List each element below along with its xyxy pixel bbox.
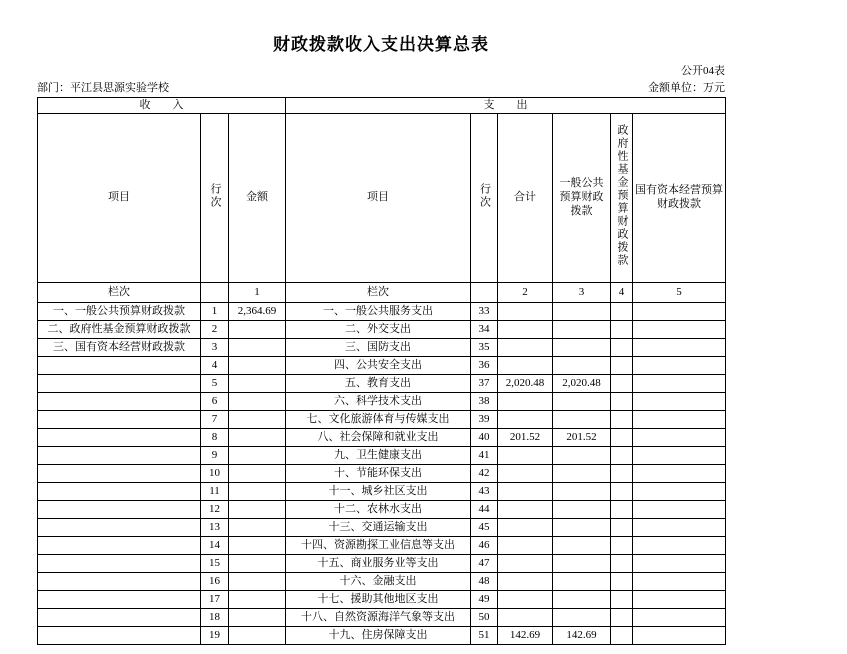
cell-expense-gov-fund-budget xyxy=(611,447,633,465)
cell-income-row-no: 11 xyxy=(201,483,229,501)
cell-expense-total xyxy=(498,609,553,627)
cell-expense-total xyxy=(498,483,553,501)
cell-income-row-no: 17 xyxy=(201,591,229,609)
cell-income-item xyxy=(38,591,201,609)
table-row xyxy=(38,465,726,483)
cell-expense-state-capital-budget xyxy=(633,303,726,321)
section-header-row xyxy=(38,98,726,114)
cell-expense-general-budget xyxy=(553,303,611,321)
cell-expense-total xyxy=(498,573,553,591)
cell-income-item: 一、一般公共预算财政拨款 xyxy=(38,303,201,321)
cell-expense-total xyxy=(498,339,553,357)
cell-expense-row-no: 33 xyxy=(471,303,498,321)
cell-expense-row-no: 46 xyxy=(471,537,498,555)
cell-expense-general-budget: 142.69 xyxy=(553,627,611,645)
table-row xyxy=(38,303,726,321)
header-income-amount: 金额 xyxy=(229,114,286,283)
header-income-row-no xyxy=(201,114,229,283)
cell-expense-general-budget xyxy=(553,357,611,375)
table-row xyxy=(38,411,726,429)
cell-expense-row-no: 40 xyxy=(471,429,498,447)
cell-expense-general-budget xyxy=(553,591,611,609)
cell-income-amount xyxy=(229,609,286,627)
cell-expense-total xyxy=(498,411,553,429)
cell-expense-state-capital-budget xyxy=(633,519,726,537)
index-gov-fund-budget: 4 xyxy=(611,283,633,303)
cell-income-amount xyxy=(229,411,286,429)
cell-expense-item: 十四、资源勘探工业信息等支出 xyxy=(286,537,471,555)
cell-income-amount xyxy=(229,375,286,393)
cell-expense-general-budget xyxy=(553,555,611,573)
cell-expense-state-capital-budget xyxy=(633,339,726,357)
cell-expense-item: 八、社会保障和就业支出 xyxy=(286,429,471,447)
cell-expense-total xyxy=(498,321,553,339)
cell-expense-item: 十六、金融支出 xyxy=(286,573,471,591)
report-title: 财政拨款收入支出决算总表 xyxy=(273,35,489,54)
cell-income-item xyxy=(38,357,201,375)
cell-expense-state-capital-budget xyxy=(633,447,726,465)
cell-income-item xyxy=(38,537,201,555)
table-row xyxy=(38,321,726,339)
cell-expense-item: 二、外交支出 xyxy=(286,321,471,339)
header-expense-row-no xyxy=(471,114,498,283)
cell-income-item xyxy=(38,465,201,483)
cell-expense-gov-fund-budget xyxy=(611,483,633,501)
cell-expense-row-no: 34 xyxy=(471,321,498,339)
cell-income-row-no: 6 xyxy=(201,393,229,411)
cell-income-amount xyxy=(229,483,286,501)
table-row xyxy=(38,609,726,627)
cell-income-amount xyxy=(229,501,286,519)
cell-income-row-no: 19 xyxy=(201,627,229,645)
cell-expense-item: 十七、援助其他地区支出 xyxy=(286,591,471,609)
table-row xyxy=(38,537,726,555)
cell-income-row-no: 12 xyxy=(201,501,229,519)
cell-expense-general-budget xyxy=(553,393,611,411)
cell-expense-item: 十一、城乡社区支出 xyxy=(286,483,471,501)
cell-expense-gov-fund-budget xyxy=(611,375,633,393)
cell-income-amount: 2,364.69 xyxy=(229,303,286,321)
cell-expense-row-no: 44 xyxy=(471,501,498,519)
column-index-row xyxy=(38,283,726,303)
cell-expense-gov-fund-budget xyxy=(611,501,633,519)
section-expense: 支 出 xyxy=(286,98,726,114)
cell-expense-item: 七、文化旅游体育与传媒支出 xyxy=(286,411,471,429)
header-gov-fund-budget xyxy=(611,114,633,283)
cell-income-item xyxy=(38,501,201,519)
cell-expense-general-budget xyxy=(553,321,611,339)
cell-income-item xyxy=(38,627,201,645)
cell-income-row-no: 8 xyxy=(201,429,229,447)
cell-expense-row-no: 48 xyxy=(471,573,498,591)
index-state-capital-budget: 5 xyxy=(633,283,726,303)
cell-income-item: 二、政府性基金预算财政拨款 xyxy=(38,321,201,339)
cell-expense-row-no: 42 xyxy=(471,465,498,483)
cell-expense-total xyxy=(498,465,553,483)
cell-expense-general-budget xyxy=(553,537,611,555)
cell-income-row-no: 7 xyxy=(201,411,229,429)
cell-expense-general-budget xyxy=(553,501,611,519)
cell-expense-row-no: 39 xyxy=(471,411,498,429)
section-income: 收 入 xyxy=(38,98,286,114)
cell-expense-state-capital-budget xyxy=(633,375,726,393)
cell-income-item xyxy=(38,411,201,429)
cell-expense-row-no: 50 xyxy=(471,609,498,627)
table-body xyxy=(38,303,726,645)
cell-expense-item: 五、教育支出 xyxy=(286,375,471,393)
cell-income-item xyxy=(38,609,201,627)
cell-expense-total xyxy=(498,357,553,375)
cell-expense-gov-fund-budget xyxy=(611,393,633,411)
cell-expense-state-capital-budget xyxy=(633,609,726,627)
cell-expense-gov-fund-budget xyxy=(611,591,633,609)
cell-income-item: 三、国有资本经营财政拨款 xyxy=(38,339,201,357)
cell-expense-total xyxy=(498,591,553,609)
cell-expense-gov-fund-budget xyxy=(611,465,633,483)
cell-expense-item: 一、一般公共服务支出 xyxy=(286,303,471,321)
cell-expense-row-no: 38 xyxy=(471,393,498,411)
cell-expense-item: 十八、自然资源海洋气象等支出 xyxy=(286,609,471,627)
cell-expense-row-no: 36 xyxy=(471,357,498,375)
cell-income-amount xyxy=(229,591,286,609)
cell-expense-row-no: 35 xyxy=(471,339,498,357)
table-row xyxy=(38,591,726,609)
cell-expense-item: 十二、农林水支出 xyxy=(286,501,471,519)
cell-expense-gov-fund-budget xyxy=(611,357,633,375)
cell-income-amount xyxy=(229,393,286,411)
cell-income-row-no: 2 xyxy=(201,321,229,339)
index-total: 2 xyxy=(498,283,553,303)
cell-expense-general-budget xyxy=(553,339,611,357)
cell-income-amount xyxy=(229,627,286,645)
cell-expense-general-budget: 2,020.48 xyxy=(553,375,611,393)
cell-expense-gov-fund-budget xyxy=(611,537,633,555)
cell-expense-total xyxy=(498,519,553,537)
index-income-label: 栏次 xyxy=(38,283,201,303)
cell-income-row-no: 13 xyxy=(201,519,229,537)
cell-expense-state-capital-budget xyxy=(633,627,726,645)
cell-expense-state-capital-budget xyxy=(633,573,726,591)
cell-expense-general-budget: 201.52 xyxy=(553,429,611,447)
cell-expense-total: 2,020.48 xyxy=(498,375,553,393)
cell-expense-state-capital-budget xyxy=(633,591,726,609)
cell-expense-gov-fund-budget xyxy=(611,519,633,537)
table-row xyxy=(38,555,726,573)
header-state-capital-budget: 国有资本经营预算财政拨款 xyxy=(633,114,726,283)
cell-expense-gov-fund-budget xyxy=(611,627,633,645)
header-general-budget: 一般公共预算财政拨款 xyxy=(553,114,611,283)
cell-income-row-no: 5 xyxy=(201,375,229,393)
cell-expense-item: 九、卫生健康支出 xyxy=(286,447,471,465)
cell-income-amount xyxy=(229,321,286,339)
cell-expense-row-no: 51 xyxy=(471,627,498,645)
table-row xyxy=(38,483,726,501)
cell-income-item xyxy=(38,573,201,591)
cell-expense-row-no: 43 xyxy=(471,483,498,501)
cell-expense-gov-fund-budget xyxy=(611,411,633,429)
cell-income-item xyxy=(38,429,201,447)
cell-income-row-no: 18 xyxy=(201,609,229,627)
cell-expense-gov-fund-budget xyxy=(611,321,633,339)
cell-expense-general-budget xyxy=(553,465,611,483)
cell-expense-state-capital-budget xyxy=(633,501,726,519)
table-row xyxy=(38,393,726,411)
table-code: 公开04表 xyxy=(681,65,725,77)
cell-expense-item: 十三、交通运输支出 xyxy=(286,519,471,537)
cell-expense-general-budget xyxy=(553,609,611,627)
unit-label: 金额单位：万元 xyxy=(648,82,725,94)
table-row xyxy=(38,573,726,591)
cell-expense-row-no: 37 xyxy=(471,375,498,393)
cell-expense-general-budget xyxy=(553,483,611,501)
cell-income-row-no: 4 xyxy=(201,357,229,375)
cell-expense-state-capital-budget xyxy=(633,537,726,555)
cell-expense-row-no: 49 xyxy=(471,591,498,609)
cell-expense-total xyxy=(498,393,553,411)
cell-income-item xyxy=(38,519,201,537)
cell-expense-total xyxy=(498,303,553,321)
cell-income-amount xyxy=(229,573,286,591)
cell-income-amount xyxy=(229,447,286,465)
cell-expense-item: 六、科学技术支出 xyxy=(286,393,471,411)
cell-income-item xyxy=(38,555,201,573)
department-label: 部门：平江县思源实验学校 xyxy=(37,82,169,94)
cell-expense-general-budget xyxy=(553,573,611,591)
table-row xyxy=(38,429,726,447)
cell-income-amount xyxy=(229,537,286,555)
header-income-item: 项目 xyxy=(38,114,201,283)
header-income-row-no-text: 行次 xyxy=(209,182,221,209)
cell-expense-gov-fund-budget xyxy=(611,573,633,591)
cell-income-amount xyxy=(229,465,286,483)
cell-income-row-no: 16 xyxy=(201,573,229,591)
cell-income-amount xyxy=(229,357,286,375)
header-total: 合计 xyxy=(498,114,553,283)
cell-expense-state-capital-budget xyxy=(633,411,726,429)
table-row xyxy=(38,339,726,357)
cell-expense-total xyxy=(498,501,553,519)
cell-expense-state-capital-budget xyxy=(633,357,726,375)
cell-income-item xyxy=(38,393,201,411)
cell-expense-state-capital-budget xyxy=(633,483,726,501)
cell-expense-item: 四、公共安全支出 xyxy=(286,357,471,375)
cell-expense-total: 142.69 xyxy=(498,627,553,645)
cell-income-amount xyxy=(229,429,286,447)
index-income-row-no xyxy=(201,283,229,303)
index-income-amount: 1 xyxy=(229,283,286,303)
cell-expense-gov-fund-budget xyxy=(611,429,633,447)
cell-expense-gov-fund-budget xyxy=(611,303,633,321)
cell-expense-total xyxy=(498,537,553,555)
table-row xyxy=(38,357,726,375)
cell-income-amount xyxy=(229,519,286,537)
header-expense-item: 项目 xyxy=(286,114,471,283)
cell-expense-gov-fund-budget xyxy=(611,555,633,573)
cell-income-amount xyxy=(229,555,286,573)
meta-line xyxy=(37,79,725,95)
cell-income-row-no: 3 xyxy=(201,339,229,357)
table-row xyxy=(38,375,726,393)
column-header-row xyxy=(38,114,726,283)
cell-expense-state-capital-budget xyxy=(633,393,726,411)
cell-expense-total xyxy=(498,555,553,573)
cell-expense-row-no: 41 xyxy=(471,447,498,465)
cell-income-amount xyxy=(229,339,286,357)
cell-expense-general-budget xyxy=(553,447,611,465)
cell-expense-row-no: 47 xyxy=(471,555,498,573)
cell-expense-state-capital-budget xyxy=(633,429,726,447)
cell-expense-item: 十五、商业服务业等支出 xyxy=(286,555,471,573)
cell-income-row-no: 9 xyxy=(201,447,229,465)
cell-expense-general-budget xyxy=(553,519,611,537)
cell-income-item xyxy=(38,483,201,501)
cell-income-row-no: 1 xyxy=(201,303,229,321)
table-row xyxy=(38,519,726,537)
cell-expense-general-budget xyxy=(553,411,611,429)
cell-expense-total xyxy=(498,447,553,465)
header-expense-row-no-text: 行次 xyxy=(478,182,491,209)
cell-expense-gov-fund-budget xyxy=(611,609,633,627)
cell-income-row-no: 15 xyxy=(201,555,229,573)
cell-expense-row-no: 45 xyxy=(471,519,498,537)
cell-income-row-no: 10 xyxy=(201,465,229,483)
cell-expense-state-capital-budget xyxy=(633,465,726,483)
cell-expense-item: 三、国防支出 xyxy=(286,339,471,357)
cell-expense-state-capital-budget xyxy=(633,321,726,339)
fiscal-table xyxy=(37,97,726,645)
index-expense-row-no xyxy=(471,283,498,303)
cell-expense-item: 十九、住房保障支出 xyxy=(286,627,471,645)
table-row xyxy=(38,627,726,645)
report-sheet xyxy=(37,30,725,645)
index-expense-label: 栏次 xyxy=(286,283,471,303)
index-general-budget: 3 xyxy=(553,283,611,303)
cell-expense-gov-fund-budget xyxy=(611,339,633,357)
cell-income-row-no: 14 xyxy=(201,537,229,555)
cell-expense-item: 十、节能环保支出 xyxy=(286,465,471,483)
cell-income-item xyxy=(38,375,201,393)
header-gov-fund-budget-text: 政府性基金预算财政拨款 xyxy=(616,124,629,268)
cell-expense-state-capital-budget xyxy=(633,555,726,573)
table-row xyxy=(38,501,726,519)
cell-income-item xyxy=(38,447,201,465)
cell-expense-total: 201.52 xyxy=(498,429,553,447)
table-row xyxy=(38,447,726,465)
